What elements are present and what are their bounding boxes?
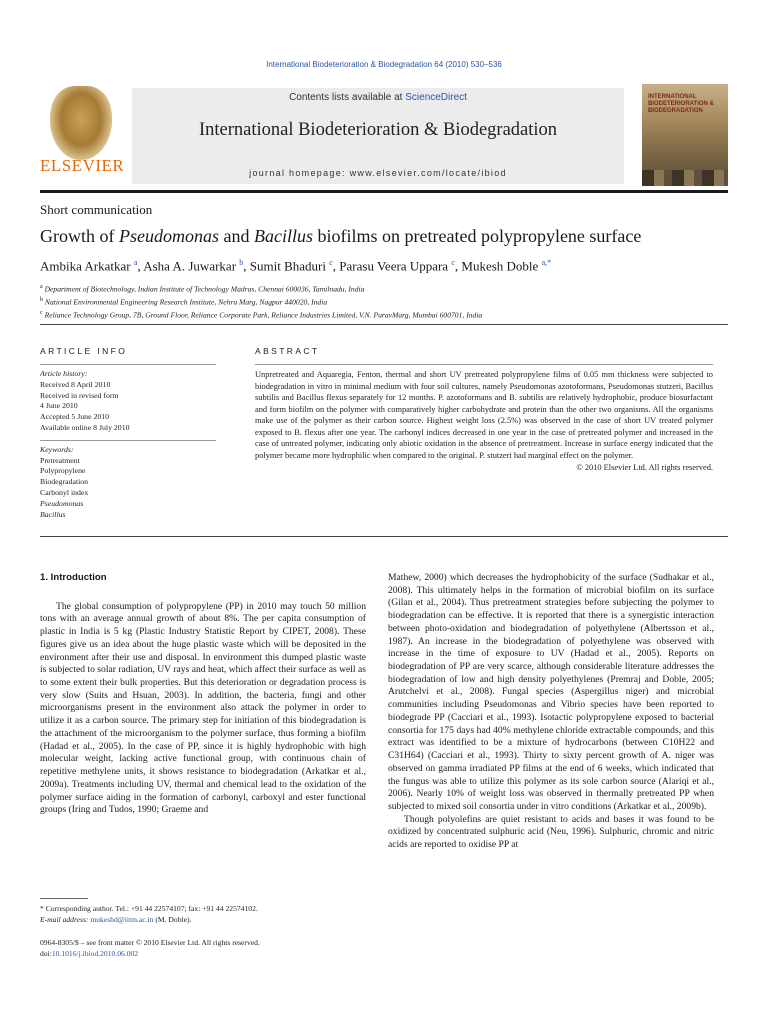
journal-homepage[interactable]: journal homepage: www.elsevier.com/locate/ibiod [249,168,507,178]
body-column-left [40,572,366,817]
journal-cover-image[interactable] [642,84,728,186]
doi-line [40,949,380,960]
journal-citation[interactable]: International Biodeterioration & Biodegradation 64 (2010) 530–536 [266,60,502,69]
author-affiliation-mark[interactable]: a,* [541,258,552,267]
keyword: Biodegradation [40,477,89,487]
keyword: Carbonyl index [40,487,89,497]
author-list: Ambika Arkatkar $^a$, Asha A. Juwarkar $^b$, Sumit Bhaduri $^c$, Parasu Veera Uppara $^c$, Mukesh Doble $^{a,*}$ [40,258,552,274]
affiliation: $^b$ National Environmental Engineering Research Institute, Nehru Marg, Nagpur 440020, India [40,297,328,307]
title-part-1: Growth of [40,226,119,246]
elsevier-logo[interactable] [40,84,125,184]
title-part-5: biofilms on pretreated polypropylene surface [313,226,642,246]
history-entry: Available online 8 July 2010 [40,422,130,432]
article-title [40,226,740,247]
author-affiliation-mark[interactable]: b [239,258,244,267]
footnote-rule [40,898,88,899]
journal-masthead [40,84,728,188]
author-email-link[interactable]: mukeshd@iitm.ac.in [90,914,154,924]
contents-line [132,92,624,103]
title-part-2: Pseudomonas [119,226,219,246]
history-entry: Received 8 April 2010 [40,379,111,389]
article-type: Short communication [40,202,153,217]
abstract-heading: ABSTRACT [255,346,320,356]
contents-prefix: Contents lists available at [289,92,406,103]
doi-label: doi: [40,948,52,958]
journal-header-box [132,88,624,184]
body-paragraph: Though polyolefins are quiet resistant to acids and bases it was found to be oxidized by concentrated sulphuric acid (Neu, 1996). Sulphuric, chromic and nitric acids are reported to oxidise PP at [388,813,714,851]
body-paragraph: The global consumption of polypropylene (PP) in 2010 may touch 50 million tons with an average annual growth of about 8%. The per capita consumption of plastic in India is 5 kg (Plastic Industry Statistic Report by CIPET, 2008). These figures give us an idea about the huge plastic waste which will be deposited in the environment after their use and disposal. In environment this dumped plastic waste is subjected to solar radiation, UV rays and heat, which affect their surface as well as to some extent their bulk properties. But this deterioration or degradation process is very slow (Suits and Hsuan, 2003). In addition, the bacteria, fungi and other microorganisms present in the environment also attack the polymer in order to utilize it as a carbon source. The primary step for initiation of this biodegradation is the attachment of the microorganism to the polymer surface, thus forming a biofilm (Hadad et al., 2005). In the case of PP, since it is highly hydrophobic with high molecular weight, lacking active functional group, with continuous chain of repetitive methylene units, it shows resistance to biodegradation (Arkatkar et al., 2009a). Treatments including UV, thermal and chemical lead to the oxidation of the polymer surface aiding in the formation of carbonyl, carboxyl and ester functional groups (Iring and Tudos, 1990; Graeme and [40,600,366,816]
corresponding-author: * Corresponding author. Tel.: +91 44 22574107; fax: +91 44 22574102. [40,904,258,913]
author-name: Sumit Bhaduri [249,258,326,274]
keyword: Polypropylene [40,466,86,476]
email-line [40,915,366,926]
body-paragraph: Mathew, 2000) which decreases the hydrophobicity of the surface (Sudhakar et al., 2008). This ultimately helps in the formation of microbial biofilm on its surface (Gilan et al., 2004). Thus pretreatment strategies before subjecting the polymer to biodegradation can be effective. It is reported that there is a synergistic interaction between photo-oxidation and biodegradation of polyethylene (Albertsson et al., 1987). An increase in the biodegradation of polyethylene was observed with increase in the time of exposure to UV (Hadad et al., 2005). Reports on biodegradation of PP are very scarce, although considerable literature addresses the biodegradation of low and high density polyethylenes (Premraj and Doble, 2005; Arutchelvi et al., 2008). Fungal species (Aspergillus niger) and microbial communities including Pseudomonas and Vibrio species have been reported to biodegrade PP (Cacciari et al., 1993). Isotactic polypropylene exposed to bacterial consortia for 175 days had 40% methylene chloride extractable compounds, and this extract was identified to be a mixture of hydrocarbons (between C10H22 and C31H64) (Cacciari et al., 1993). Thirty to sixty percent growth of A. niger was observed on gamma irradiated PP films at the end of 6 weeks, which indicated that the fungus was able to utilize this polymer as its sole carbon source (Alariqi et al., 2006). Nearly 10% of weight loss was observed in thermally pretreated PP when subjected to mixed soil consortia under in vitro conditions (Arkatkar et al., 2009b). [388,572,714,812]
author-name: Asha A. Juwarkar [143,258,237,274]
body-column-right [388,572,714,852]
copyright-notice: © 2010 Elsevier Ltd. All rights reserved. [576,463,713,472]
sciencedirect-link[interactable]: ScienceDirect [405,92,467,103]
elsevier-wordmark: ELSEVIER [40,156,125,175]
article-info-rule [40,364,216,365]
journal-name: International Biodeterioration & Biodegradation [198,120,558,140]
keyword: Pseudomonas [40,498,84,508]
author-name: Mukesh Doble [461,258,539,274]
front-matter: 0964-8305/$ – see front matter © 2010 Elsevier Ltd. All rights reserved. [40,938,260,947]
abstract-section [255,346,713,472]
history-label: Article history: [40,369,88,378]
article-info-heading: ARTICLE INFO [40,346,128,356]
corresponding-author-footnote [40,904,366,926]
title-part-3: and [219,226,254,246]
author-affiliation-mark[interactable]: c [329,258,333,267]
author-affiliation-mark[interactable]: c [451,258,455,267]
elsevier-tree-icon [50,86,112,160]
cover-title: INTERNATIONAL BIODETERIORATION & BIODEGRADATION [648,94,714,114]
author-name: Parasu Veera Uppara [339,258,449,274]
section-divider [40,324,728,325]
history-entry: Received in revised form [40,390,119,400]
introduction-heading: 1. Introduction [40,572,107,583]
keywords-label: Keywords: [40,444,74,454]
abstract-text: Unpretreated and Aquaregia, Fenton, thermal and short UV pretreated polypropylene films of 0.05 mm thickness were subjected to biodegradation in vitro in minimal medium with four soil cultures, namely Pseudomonas azotoformans, Pseudomonas stutzeri, Bacillus subtilis and Bacillus flexus separately for 12 months. P. azotoformans and B. subtilis are relatively hydrophobic, produce biosurfactant and form biofilm on the polymer with comparatively higher carbohydrate and protein than the other two organisms. All the organisms make use of the polymer as their carbon source. Highest weight loss (2.5%) was observed in the case of short UV treated polymer exposed to B. flexus after one year. The carbonyl indices decreased in one year in the case of pretreated polymer and increased in the case of untreated polymer, indicating only abiotic oxidation in the absence of pretreatment. Increase in surface energy indicated that the polymer became more hydrophilic when compared to the original. P. stutzeri had marginal effect on the polymer. [255,370,713,460]
cover-photo-strip [642,170,728,186]
affiliations [40,282,728,321]
author-affiliation-mark[interactable]: a [133,258,138,267]
author-name: Ambika Arkatkar [40,258,131,274]
email-label: E-mail address: [40,914,91,924]
history-entry: 4 June 2010 [40,401,78,411]
keywords-rule [40,440,216,441]
affiliation: $^a$ Department of Biotechnology, Indian Institute of Technology Madras, Chennai 600036, Tamilnadu, India [40,284,365,294]
history-entry: Accepted 5 June 2010 [40,412,110,422]
keyword: Pretreatment [40,455,80,465]
article-info [40,346,216,520]
doi-link[interactable]: 10.1016/j.ibiod.2010.06.002 [51,948,139,958]
abstract-rule [255,364,713,365]
body-divider [40,536,728,537]
issn-block [40,938,380,960]
header-divider [40,190,728,193]
email-suffix: (M. Doble). [153,914,192,924]
affiliation: $^c$ Reliance Technology Group, 7B, Ground Floor, Reliance Corporate Park, Reliance Industries Limited, V.N. PuravMarg, Mumbai 600701, India [40,310,483,320]
keyword: Bacillus [40,509,66,519]
title-part-4: Bacillus [254,226,313,246]
